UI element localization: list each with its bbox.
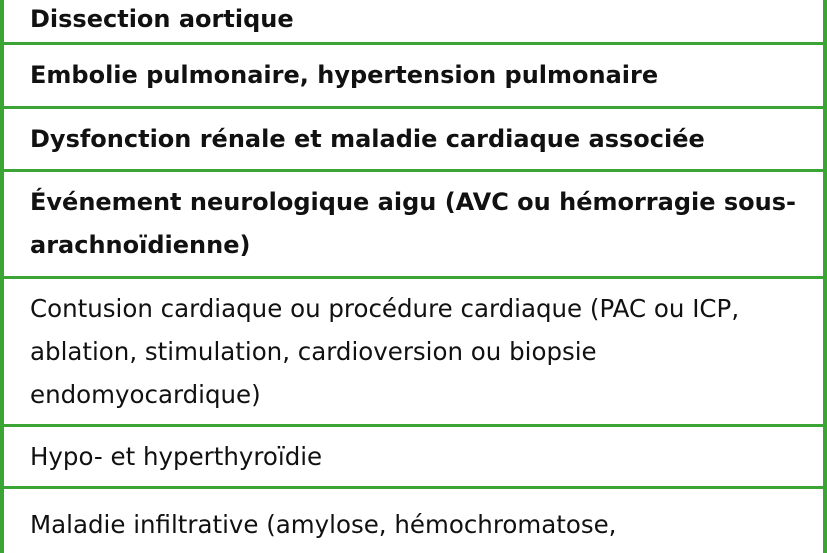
table-row [4, 172, 823, 279]
row-text: Embolie pulmonaire, hypertension pulmonaire [30, 61, 659, 89]
row-text: Contusion cardiaque ou procédure cardiaque (PAC ou ICP, ablation, stimulation, cardioversion ou biopsie endomyocardique) [30, 294, 740, 409]
row-text: Dissection aortique [30, 4, 294, 33]
table-row [4, 109, 823, 172]
table-row [4, 45, 823, 109]
table-row [4, 427, 823, 489]
row-text: Hypo- et hyperthyroïdie [30, 442, 323, 471]
row-text: Événement neurologique aigu (AVC ou hémorragie sous-arachnoïdienne) [30, 188, 796, 259]
table-row [4, 0, 823, 45]
row-text: Maladie infiltrative (amylose, hémochromatose, [30, 510, 617, 539]
row-text: Dysfonction rénale et maladie cardiaque associée [30, 124, 705, 153]
table-row [4, 489, 823, 553]
table-row [4, 279, 823, 427]
